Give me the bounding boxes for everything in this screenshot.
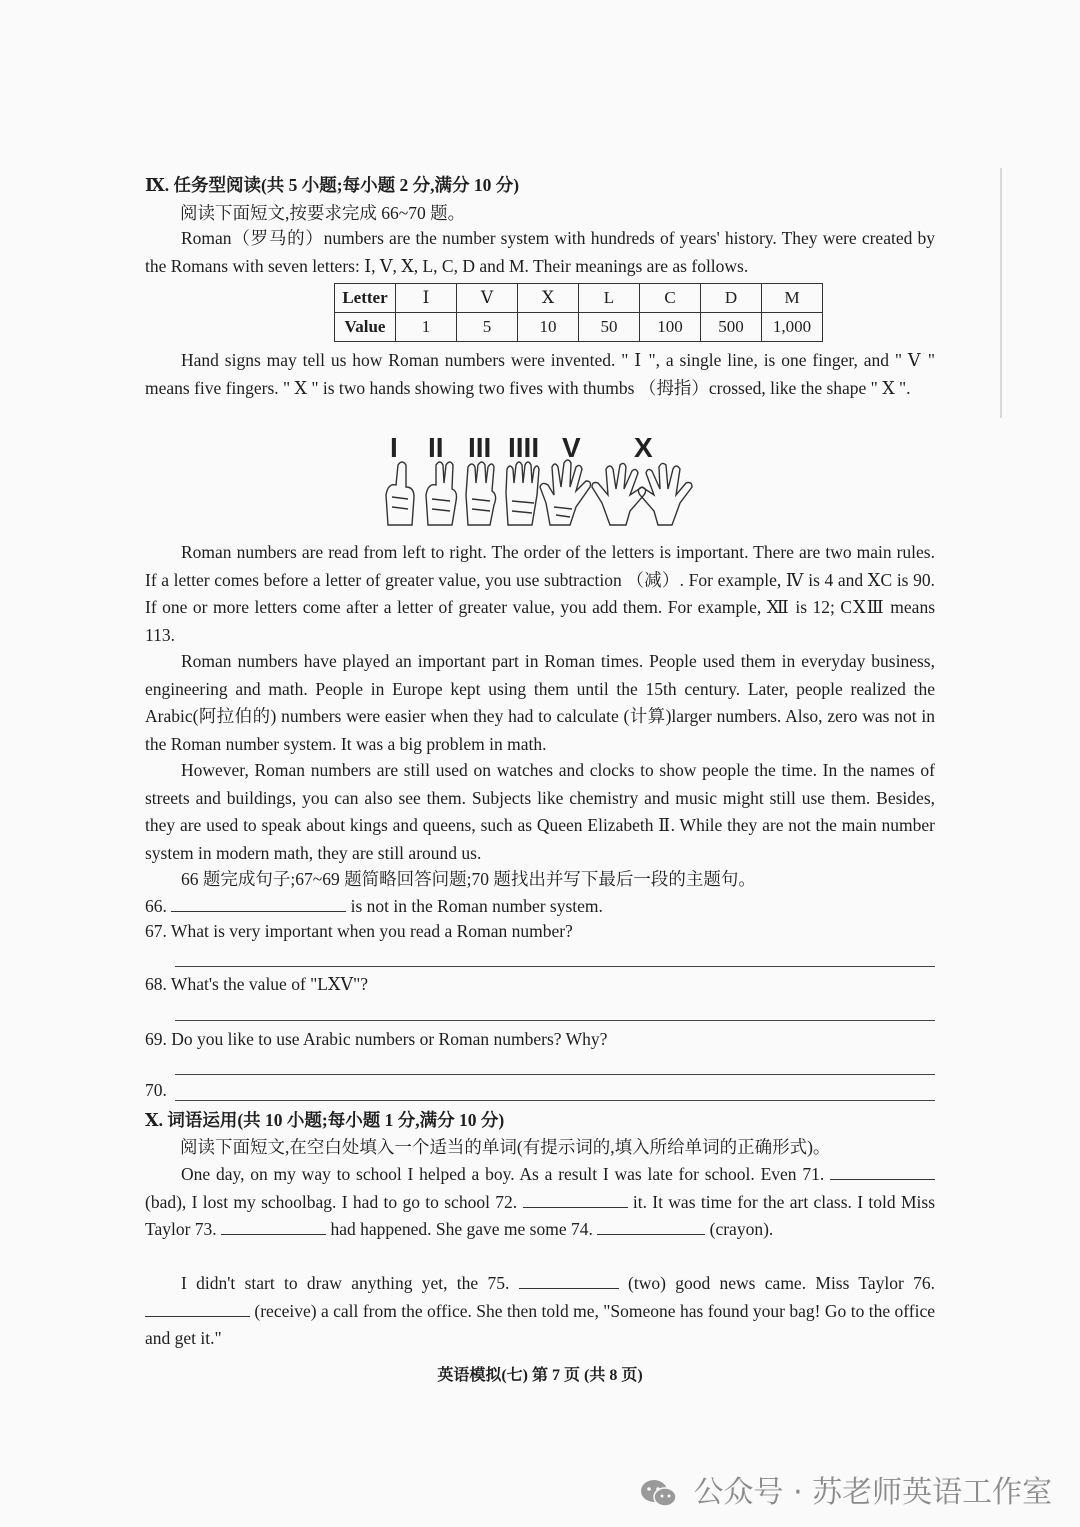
passage-text: had happened. She gave me some 74. (330, 1219, 593, 1239)
value-cell: 50 (579, 313, 640, 342)
section-9-instruction: 阅读下面短文,按要求完成 66~70 题。 (180, 203, 466, 223)
question-66-text: is not in the Roman number system. (350, 896, 603, 916)
value-row (335, 313, 823, 342)
watermark-text: 公众号 · 苏老师英语工作室 (693, 1475, 1053, 1510)
hand-three-fingers-icon (466, 462, 496, 525)
passage-text: (receive) a call from the office. She then told me, "Someone has found your bag! Go to the office and get it." (145, 1300, 935, 1348)
hand-five-fingers-icon (540, 460, 591, 525)
answer-blank-66[interactable] (171, 893, 346, 912)
task-note: 66 题完成句子;67~69 题简略回答问题;70 题找出并写下最后一段的主题句。 (181, 869, 756, 889)
letter-row (335, 284, 823, 313)
value-cell: 10 (518, 313, 579, 342)
passage-text: it. It was time for the art class. I told Miss Taylor 73. (145, 1191, 936, 1239)
answer-blank-72[interactable] (523, 1189, 628, 1208)
letter-cell: Ⅹ (518, 284, 579, 313)
page-footer: 英语模拟(七) 第 7 页 (共 8 页) (437, 1367, 643, 1384)
answer-line-70[interactable] (175, 1100, 935, 1101)
answer-blank-73[interactable] (221, 1216, 326, 1235)
section-9-heading: Ⅸ. 任务型阅读(共 5 小题;每小题 2 分,满分 10 分) (145, 175, 520, 195)
question-66-number: 66. (145, 896, 167, 916)
figure-label-2: II (428, 432, 444, 463)
section-10-paragraph-1 (145, 1161, 935, 1244)
passage-text: One day, on my way to school I helped a boy. As a result I was late for school. Even 71. (181, 1164, 825, 1184)
paragraph-4: Roman numbers have played an important part in Roman times. People used them in everyday business, engineering and math. People in Europe kept using them until the 15th century. Later, people realized the Arabic(阿拉伯的) numbers were easier when they had to calculate (计算)larger numbers. Also, zero was not in the Roman number system. It was a big problem in math. (145, 651, 935, 754)
figure-label-4: IIII (508, 432, 540, 463)
roman-numeral-table (334, 283, 823, 342)
passage-text: (two) good news came. Miss Taylor 76. (628, 1273, 936, 1293)
section-10-instruction: 阅读下面短文,在空白处填入一个适当的单词(有提示词的,填入所给单词的正确形式)。 (180, 1137, 831, 1157)
letter-cell: M (762, 284, 823, 313)
answer-line-68[interactable] (175, 1020, 935, 1021)
hand-two-fingers-icon (426, 462, 457, 525)
row-header-value: Value (335, 313, 396, 342)
section-10-heading: Ⅹ. 词语运用(共 10 小题;每小题 1 分,满分 10 分) (145, 1110, 505, 1130)
figure-label-1: I (390, 432, 398, 463)
passage-text: (crayon). (709, 1219, 774, 1239)
value-cell: 500 (701, 313, 762, 342)
section-10-paragraph-2 (145, 1270, 935, 1353)
paragraph-2: Hand signs may tell us how Roman numbers were invented. " Ⅰ ", a single line, is one finger, and " Ⅴ " means five fingers. " Ⅹ " is two hands showing two fives with thumbs （拇指）crossed, like the shape " Ⅹ ". (145, 350, 935, 398)
row-header-letter: Letter (335, 284, 396, 313)
question-67: 67. What is very important when you read a Roman number? (145, 921, 573, 941)
paragraph-3: Roman numbers are read from left to right. The order of the letters is important. There are two main rules. If a letter comes before a letter of greater value, you use subtraction （减）. For example, Ⅳ is 4 and ⅩC is 90. If one or more letters come after a letter of greater value, you add them. For example, Ⅻ is 12; CⅩⅢ means 113. (145, 542, 935, 645)
figure-label-6: X (634, 432, 653, 463)
answer-line-67[interactable] (175, 966, 935, 967)
value-cell: 1 (396, 313, 457, 342)
margin-line (1000, 168, 1002, 418)
paragraph-5: However, Roman numbers are still used on watches and clocks to show people the time. In the names of streets and buildings, you can also see them. Subjects like chemistry and music might still use them. Besides, they are used to speak about kings and queens, such as Queen Elizabeth Ⅱ. While they are not the main number system in modern math, they are still around us. (145, 760, 935, 863)
answer-blank-76[interactable] (145, 1298, 250, 1317)
letter-cell: D (701, 284, 762, 313)
letter-cell: L (579, 284, 640, 313)
value-cell: 1,000 (762, 313, 823, 342)
paragraph-1: Roman（罗马的）numbers are the number system with hundreds of years' history. They were created by the Romans with seven letters: Ⅰ, Ⅴ, Ⅹ, L, C, D and M. Their meanings are as follows. (145, 228, 935, 276)
letter-cell: C (640, 284, 701, 313)
wechat-icon (640, 1478, 678, 1510)
question-68: 68. What's the value of "LⅩⅤ"? (145, 974, 368, 994)
passage-text: (bad), I lost my schoolbag. I had to go to school 72. (145, 1191, 518, 1212)
hand-four-fingers-icon (506, 462, 539, 525)
question-70-number: 70. (145, 1080, 167, 1100)
question-69: 69. Do you like to use Arabic numbers or Roman numbers? Why? (145, 1029, 608, 1049)
answer-blank-74[interactable] (597, 1216, 705, 1235)
letter-cell: Ⅰ (396, 284, 457, 313)
question-66 (145, 893, 603, 917)
figure-label-5: V (562, 432, 581, 463)
crossed-hands-icon (592, 463, 692, 525)
answer-blank-75[interactable] (519, 1270, 619, 1289)
value-cell: 100 (640, 313, 701, 342)
answer-blank-71[interactable] (830, 1161, 935, 1180)
value-cell: 5 (457, 313, 518, 342)
answer-line-69[interactable] (175, 1074, 935, 1075)
figure-label-3: III (468, 432, 492, 463)
watermark (640, 1467, 1052, 1511)
letter-cell: Ⅴ (457, 284, 518, 313)
hand-one-finger-icon (386, 462, 414, 525)
passage-text: I didn't start to draw anything yet, the 75. (181, 1273, 510, 1293)
hand-signs-figure (380, 425, 700, 535)
